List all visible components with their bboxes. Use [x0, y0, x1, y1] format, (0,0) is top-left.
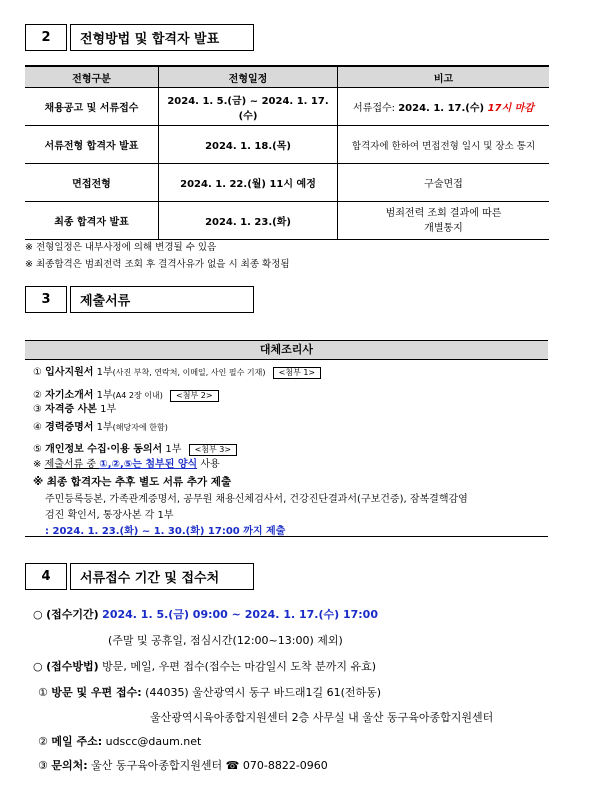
section-title: 전형방법 및 합격자 발표 [70, 24, 254, 51]
remark-line: 범죄전력 조회 결과에 따른 [385, 207, 502, 219]
remark-cell [338, 202, 550, 240]
note: ※ 최종합격은 범죄전력 조회 후 결격사유가 없을 시 최종 확정됨 [25, 259, 290, 270]
stage-cell: 최종 합격자 발표 [25, 202, 159, 240]
period-line [33, 606, 378, 622]
mail-line [38, 733, 201, 749]
attachment-tag: <첨부 1> [273, 367, 322, 379]
remark-cell: 합격자에 한하여 면접전형 일시 및 장소 통지 [338, 126, 550, 164]
column-header: 비고 [338, 66, 550, 88]
item-number: ⑤ [33, 444, 42, 455]
item-detail: 1부 [93, 367, 113, 378]
item-detail: 1부 [93, 390, 113, 401]
document-item [33, 418, 168, 433]
schedule-cell: 2024. 1. 18.(목) [159, 126, 338, 164]
stage-cell: 채용공고 및 서류접수 [25, 88, 159, 126]
table-header-row [25, 66, 549, 88]
section-4-header [25, 563, 254, 590]
deadline-highlight: 17시 마감 [487, 103, 534, 114]
documents-box [25, 340, 548, 536]
period-sub: (주말 및 공휴일, 점심시간(12:00~13:00) 제외) [108, 634, 343, 647]
phone-number: 070-8822-0960 [242, 759, 328, 772]
item-note: (A4 2장 이내) [112, 391, 163, 400]
item-number: ① [38, 686, 48, 699]
form-note [33, 455, 220, 470]
mail-address: udscc@daum.net [102, 735, 202, 748]
section-title: 서류접수 기간 및 접수처 [70, 563, 254, 590]
column-header: 전형일정 [159, 66, 338, 88]
section-3-header [25, 286, 254, 313]
visit-address: (44035) 울산광역시 동구 바드래1길 61(전하동) [141, 686, 382, 699]
bullet: ○ [33, 660, 43, 673]
item-note: (사진 부착, 연락처, 이메일, 사인 필수 기재) [112, 368, 266, 377]
method-label: (접수방법) [46, 660, 99, 673]
section-2-header [25, 24, 254, 51]
item-name: 경력증명서 [45, 422, 94, 433]
item-name: 입사지원서 [45, 367, 94, 378]
section-number: 3 [25, 286, 67, 313]
table-row [25, 88, 549, 126]
section-number: 2 [25, 24, 67, 51]
phone-icon: ☎ [225, 759, 240, 772]
remark-date: 2024. 1. 17.(수) [398, 103, 488, 114]
item-number: ① [33, 367, 42, 378]
item-number: ③ [38, 759, 48, 772]
item-detail: 1부 [96, 404, 117, 415]
section-title: 제출서류 [70, 286, 254, 313]
item-name: 자기소개서 [45, 390, 94, 401]
item-number: ④ [33, 422, 42, 433]
method-value: 방문, 메일, 우편 접수(접수는 마감일시 도착 분까지 유효) [98, 660, 376, 673]
document-item [33, 440, 237, 456]
contact-line [38, 757, 328, 773]
item-detail: 1부 [162, 444, 182, 455]
remark-text: 서류접수: [353, 103, 399, 114]
item-detail: 1부 [93, 422, 113, 433]
attachment-tag: <첨부 2> [170, 390, 219, 402]
bullet: ○ [33, 608, 43, 621]
remark-cell: 구술면접 [338, 164, 550, 202]
schedule-cell: 2024. 1. 5.(금) ~ 2024. 1. 17.(수) [159, 88, 338, 126]
visit-line [38, 684, 381, 700]
item-number: ③ [33, 404, 42, 415]
item-name: 자격증 사본 [45, 404, 97, 415]
item-name: 개인정보 수집·이용 동의서 [45, 444, 163, 455]
item-number: ② [33, 390, 42, 401]
stage-cell: 면접전형 [25, 164, 159, 202]
final-docs-deadline: : 2024. 1. 23.(화) ~ 1. 30.(화) 17:00 까지 제출 [45, 526, 286, 537]
method-line [33, 658, 376, 674]
table-row [25, 164, 549, 202]
item-number: ② [38, 735, 48, 748]
visit-label: 방문 및 우편 접수: [51, 686, 142, 699]
section-number: 4 [25, 563, 67, 590]
note-text: 제출서류 중 [44, 459, 100, 470]
table-row [25, 126, 549, 164]
table-row [25, 202, 549, 240]
final-docs-title: ※ 최종 합격자는 추후 별도 서류 추가 제출 [33, 476, 232, 488]
box-bottom-border [25, 536, 548, 537]
note-highlight: ①,②,⑤는 첨부된 양식 [99, 459, 198, 470]
stage-cell: 서류전형 합격자 발표 [25, 126, 159, 164]
schedule-cell: 2024. 1. 22.(월) 11시 예정 [159, 164, 338, 202]
document-item [33, 363, 321, 379]
schedule-cell: 2024. 1. 23.(화) [159, 202, 338, 240]
documents-header: 대체조리사 [25, 340, 548, 360]
contact-label: 문의처: [51, 759, 88, 772]
contact-name: 울산 동구육아종합지원센터 [87, 759, 226, 772]
item-note: (해당자에 한함) [112, 423, 168, 432]
column-header: 전형구분 [25, 66, 159, 88]
period-label: (접수기간) [46, 608, 99, 621]
schedule-table [25, 65, 549, 240]
document-item [33, 400, 116, 415]
final-docs-line: 주민등록등본, 가족관계증명서, 공무원 채용신체검사서, 건강진단결과서(구보건증), 잠복결핵감염 [45, 494, 468, 505]
period-value: 2024. 1. 5.(금) 09:00 ~ 2024. 1. 17.(수) 17:00 [102, 608, 378, 621]
remark-line: 개별통지 [424, 222, 463, 234]
attachment-tag: <첨부 3> [189, 444, 238, 456]
final-docs-line: 검진 확인서, 통장사본 각 1부 [45, 510, 174, 521]
visit-address-line2: 울산광역시육아종합지원센터 2층 사무실 내 울산 동구육아종합지원센터 [150, 711, 494, 724]
remark-cell [338, 88, 550, 126]
mail-label: 메일 주소: [51, 735, 103, 748]
note: ※ 전형일정은 내부사정에 의해 변경될 수 있음 [25, 242, 217, 253]
note-mark: ※ [33, 459, 45, 470]
note-text: 사용 [197, 459, 220, 470]
